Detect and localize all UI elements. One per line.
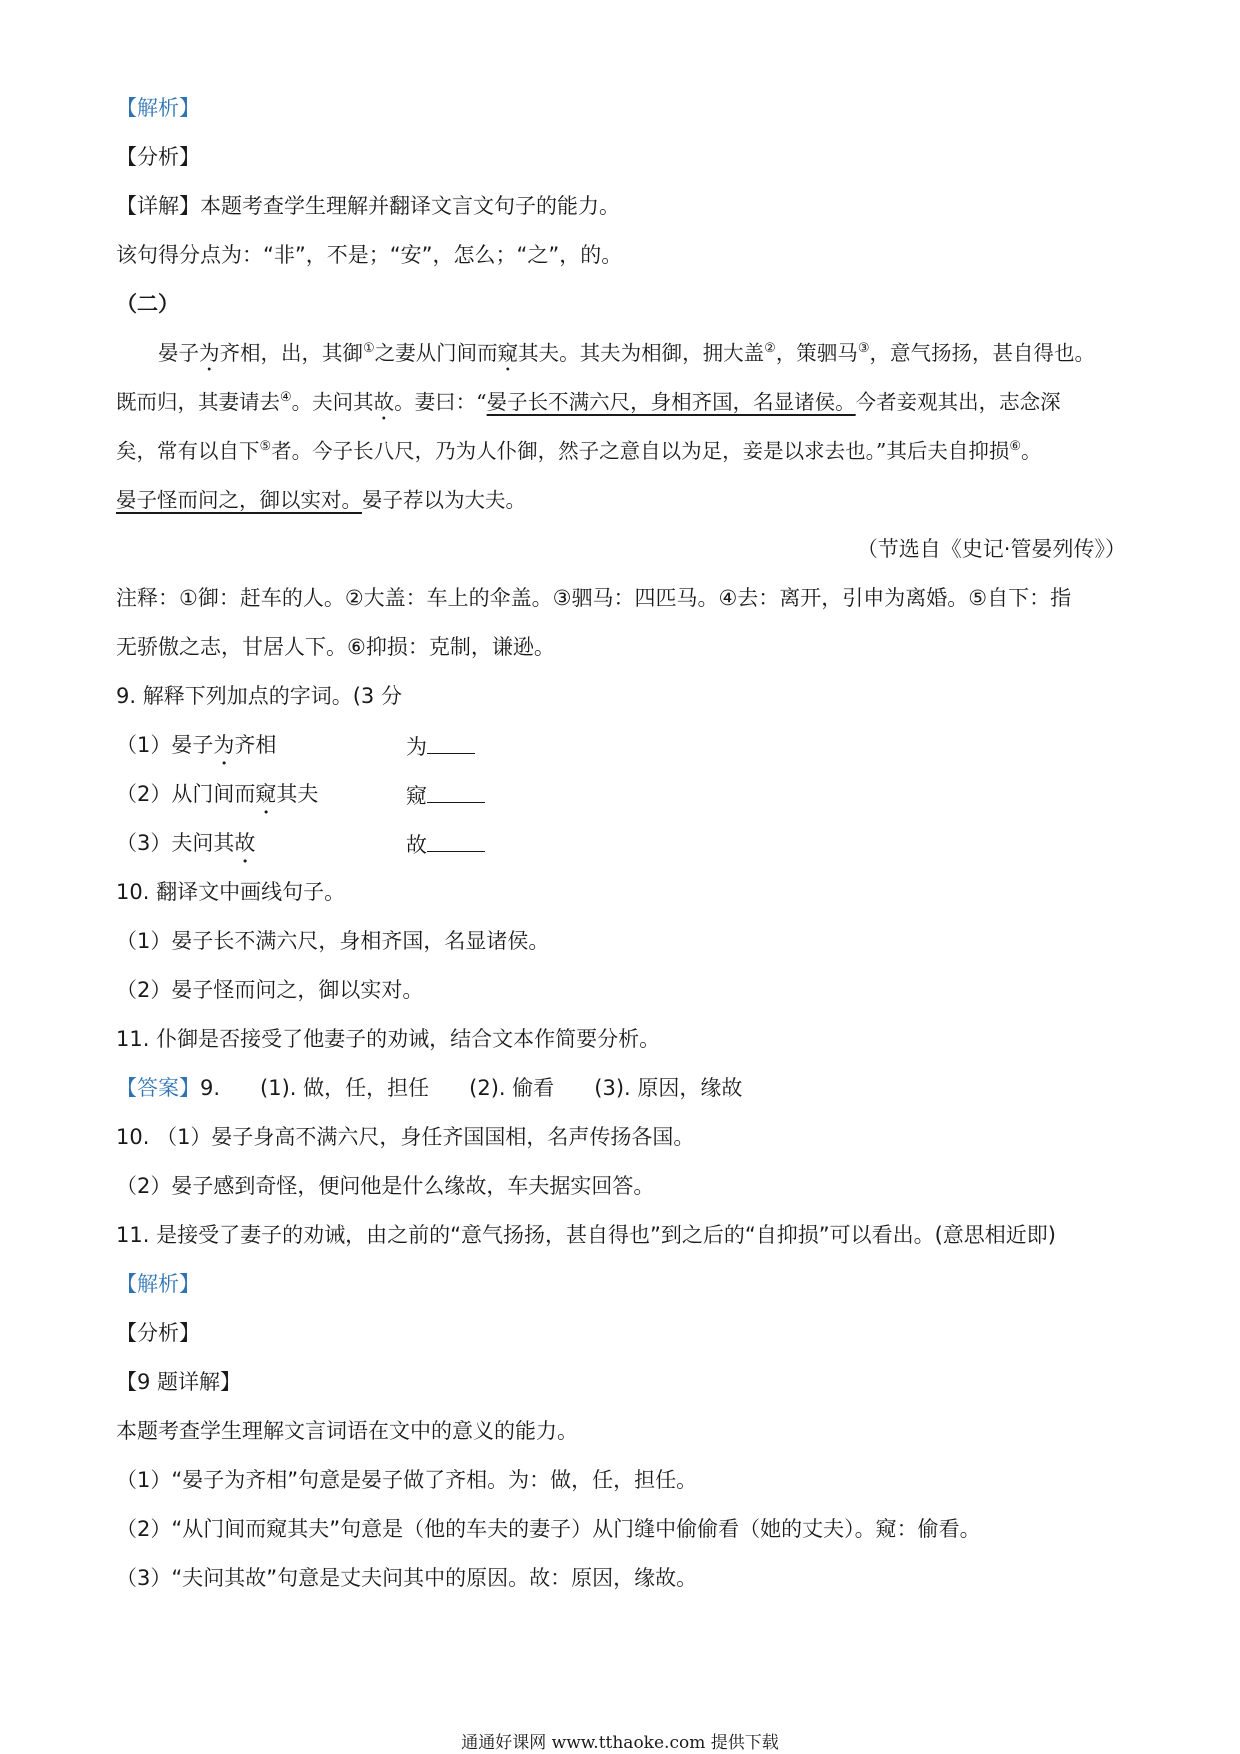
question-11-title: 11. 仆御是否接受了他妻子的劝诫，结合文本作简要分析。 bbox=[116, 1027, 661, 1051]
section-two-heading: （二） bbox=[116, 292, 179, 316]
item-text: 其夫 bbox=[276, 782, 319, 806]
dotted-word: 窥 bbox=[497, 341, 519, 365]
fenxi-heading-2: 【分析】 bbox=[116, 1321, 200, 1345]
underlined-sentence: 晏子长不满六尺，身相齐国，名显诸侯。 bbox=[486, 390, 856, 414]
q9-detail-heading: 【9 题详解】 bbox=[116, 1370, 242, 1394]
answer-number: 9. bbox=[200, 1076, 221, 1100]
answer-line-11: 11. 是接受了妻子的劝诫，由之前的“意气扬扬，甚自得也”到之后的“自抑损”可以看出。(意思相近即) bbox=[116, 1223, 1056, 1247]
answer-tag: 【答案】 bbox=[116, 1076, 200, 1100]
analysis-detail-2: （2）“从门间而窥其夫”句意是（他的车夫的妻子）从门缝中偷偷看（她的丈夫）。窥：偷看。 bbox=[116, 1517, 981, 1541]
answer-item: (1). 做，任，担任 bbox=[260, 1076, 430, 1100]
blank-line bbox=[427, 782, 485, 803]
score-points: 该句得分点为：“非”，不是；“安”，怎么；“之”，的。 bbox=[116, 243, 623, 267]
passage-text: 今者妾观其出，志念深 bbox=[855, 390, 1061, 414]
passage-text: 。妻曰：“ bbox=[394, 390, 487, 414]
question-9-item-1 bbox=[116, 733, 1126, 757]
passage-text: 晏子 bbox=[158, 341, 199, 365]
answer-blank-1 bbox=[406, 733, 475, 757]
dotted-word: 故 bbox=[234, 831, 256, 855]
passage-text: 者。今子长八尺，乃为人仆御，然子之意自以为足，妾是以求去也。”其后夫自抑损 bbox=[271, 439, 1010, 463]
jiexi-heading: 【解析】 bbox=[116, 96, 200, 120]
question-9-item-2 bbox=[116, 782, 1126, 806]
xiangjie-line bbox=[116, 194, 1126, 218]
passage-text: 。夫问其 bbox=[291, 390, 374, 414]
blank-label: 为 bbox=[406, 735, 427, 759]
xiangjie-tag: 【详解】 bbox=[116, 194, 200, 218]
blank-line bbox=[427, 733, 475, 754]
document-page bbox=[116, 96, 1126, 1615]
answer-line-9 bbox=[116, 1076, 1126, 1100]
passage-text: 。 bbox=[1021, 439, 1042, 463]
item-text: 齐相 bbox=[234, 733, 277, 757]
fenxi-heading: 【分析】 bbox=[116, 145, 200, 169]
passage-text: 矣，常有以自下 bbox=[116, 439, 260, 463]
notes-line-1: 注释：①御：赶车的人。②大盖：车上的伞盖。③驷马：四匹马。④去：离开，引申为离婚。⑤自下：指 bbox=[116, 586, 1072, 610]
passage-text: ，意气扬扬，甚自得也。 bbox=[869, 341, 1095, 365]
xiangjie-text: 本题考查学生理解并翻译文言文句子的能力。 bbox=[200, 194, 620, 218]
answer-item: (3). 原因，缘故 bbox=[594, 1076, 743, 1100]
dotted-word: 为 bbox=[213, 733, 235, 757]
answer-item: (2). 偷看 bbox=[469, 1076, 555, 1100]
passage-text: 其夫。其夫为相御，拥大盖 bbox=[518, 341, 765, 365]
item-text: （1）晏子 bbox=[116, 733, 214, 757]
answer-blank-2 bbox=[406, 782, 485, 806]
item-prompt bbox=[116, 782, 406, 806]
dotted-word: 为 bbox=[199, 341, 220, 365]
answer-line-10-1: 10. （1）晏子身高不满六尺，身任齐国国相，名声传扬各国。 bbox=[116, 1125, 695, 1149]
passage-line-1 bbox=[116, 341, 1126, 365]
note-marker: ⑤ bbox=[259, 439, 272, 455]
note-marker: ② bbox=[764, 341, 776, 357]
analysis-intro: 本题考查学生理解文言词语在文中的意义的能力。 bbox=[116, 1419, 578, 1443]
blank-label: 故 bbox=[406, 833, 427, 857]
item-text: （2）从门间而 bbox=[116, 782, 256, 806]
question-10-title: 10. 翻译文中画线句子。 bbox=[116, 880, 346, 904]
answer-line-10-2: （2）晏子感到奇怪，便问他是什么缘故，车夫据实回答。 bbox=[116, 1174, 655, 1198]
answer-blank-3 bbox=[406, 831, 485, 855]
question-10-sentence-2: （2）晏子怪而问之，御以实对。 bbox=[116, 978, 424, 1002]
item-prompt bbox=[116, 831, 406, 855]
question-9-title: 9. 解释下列加点的字词。(3 分 bbox=[116, 684, 402, 708]
passage-line-2 bbox=[116, 390, 1126, 414]
note-marker: ⑥ bbox=[1009, 439, 1022, 455]
item-prompt bbox=[116, 733, 406, 757]
passage-line-4 bbox=[116, 488, 1126, 512]
jiexi-heading-2: 【解析】 bbox=[116, 1272, 200, 1296]
underlined-sentence: 晏子怪而问之，御以实对。 bbox=[116, 488, 362, 512]
note-marker: ① bbox=[363, 341, 375, 357]
note-marker: ③ bbox=[857, 341, 870, 357]
blank-line bbox=[427, 831, 485, 852]
analysis-detail-3: （3）“夫问其故”句意是丈夫问其中的原因。故：原因，缘故。 bbox=[116, 1566, 698, 1590]
passage-source: （节选自《史记·管晏列传》） bbox=[856, 537, 1126, 561]
item-text: （3）夫问其 bbox=[116, 831, 235, 855]
note-marker: ④ bbox=[280, 390, 292, 406]
dotted-word: 故 bbox=[373, 390, 395, 414]
passage-text: 齐相，出，其御 bbox=[219, 341, 363, 365]
page-footer: 通通好课网 www.tthaoke.com 提供下载 bbox=[461, 1733, 779, 1753]
passage-text: 晏子荐以为大夫。 bbox=[362, 488, 526, 512]
passage-text: 既而归，其妻请去 bbox=[116, 390, 280, 414]
passage-text: 之妻从门间而 bbox=[374, 341, 498, 365]
question-10-sentence-1: （1）晏子长不满六尺，身相齐国，名显诸侯。 bbox=[116, 929, 550, 953]
analysis-detail-1: （1）“晏子为齐相”句意是晏子做了齐相。为：做，任，担任。 bbox=[116, 1468, 698, 1492]
passage-line-3 bbox=[116, 439, 1126, 463]
dotted-word: 窥 bbox=[255, 782, 277, 806]
notes-line-2: 无骄傲之志，甘居人下。⑥抑损：克制，谦逊。 bbox=[116, 635, 555, 659]
passage-text: ，策驷马 bbox=[775, 341, 858, 365]
blank-label: 窥 bbox=[406, 784, 427, 808]
question-9-item-3 bbox=[116, 831, 1126, 855]
